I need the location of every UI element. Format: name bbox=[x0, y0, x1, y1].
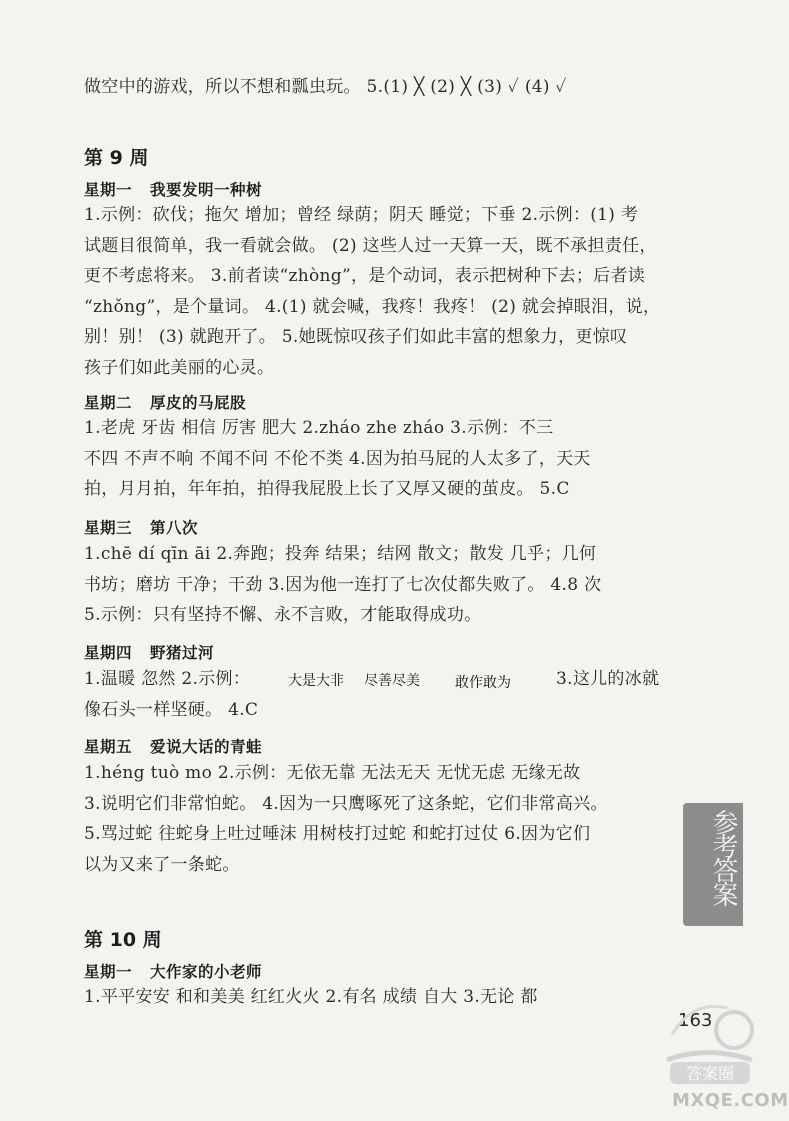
text-line: 像石头一样坚硬。 4.C bbox=[84, 699, 259, 720]
text-line: 1.示例：砍伐；拖欠 增加；曾经 绿荫；阴天 睡觉；下垂 2.示例：(1) 考 bbox=[84, 205, 639, 225]
day-label: 星期三 bbox=[84, 519, 133, 537]
text-line: 孩子们如此美丽的心灵。 bbox=[84, 357, 275, 378]
day-label: 星期二 bbox=[84, 394, 133, 412]
lesson-title: 厚皮的马屁股 bbox=[150, 394, 247, 412]
watermark-logo-icon bbox=[652, 990, 762, 1090]
filled-answer-3: 敢作敢为 bbox=[451, 672, 515, 692]
text-line: 1.老虎 牙齿 相信 厉害 肥大 2.zháo zhe zháo 3.示例：不三 bbox=[84, 418, 554, 438]
week-9-heading: 第 9 周 bbox=[84, 147, 149, 169]
week-9-friday-heading bbox=[84, 735, 262, 757]
text-line: “zhǒng”，是个量词。 4.(1) 就会喊，我疼！我疼！ (2) 就会掉眼泪，说， bbox=[84, 296, 661, 317]
tab-label: 参考答案 bbox=[708, 809, 738, 905]
text-line: 1.温暖 忽然 2.示例： bbox=[84, 669, 251, 689]
text-line: 别！别！ (3) 就跑开了。 5.她既惊叹孩子们如此丰富的想象力，更惊叹 bbox=[84, 327, 628, 348]
text-line: 不四 不声不响 不闻不问 不伦不类 4.因为拍马屁的人太多了，天天 bbox=[84, 448, 591, 469]
filled-answer-2: 尽善尽美 bbox=[360, 670, 424, 690]
text-line-tail: 3.这儿的冰就 bbox=[556, 669, 660, 689]
lesson-title: 野猪过河 bbox=[150, 644, 215, 662]
text-line: 1.chē dí qīn āi 2.奔跑；投奔 结果；结网 散文；散发 几乎；几何 bbox=[84, 544, 597, 564]
text-line: 5.骂过蛇 往蛇身上吐过唾沫 用树枝打过蛇 和蛇打过仗 6.因为它们 bbox=[84, 824, 591, 845]
lesson-title: 爱说大话的青蛙 bbox=[150, 738, 263, 756]
day-label: 星期一 bbox=[84, 963, 133, 981]
text-line: 更不考虑将来。 3.前者读“zhòng”，是个动词，表示把树种下去；后者读 bbox=[84, 266, 646, 287]
text-line: 1.héng tuò mo 2.示例：无依无靠 无法无天 无忧无虑 无缘无故 bbox=[84, 763, 581, 783]
day-label: 星期五 bbox=[84, 738, 133, 756]
text-line: 5.示例：只有坚持不懈、永不言败，才能取得成功。 bbox=[84, 605, 482, 626]
week-9-friday-answers bbox=[84, 758, 674, 880]
text-line: 书坊；磨坊 干净；干劲 3.因为他一连打了七次仗都失败了。 4.8 次 bbox=[84, 574, 602, 595]
week-10-monday-answers bbox=[84, 982, 674, 1013]
filled-answer-1: 大是大非 bbox=[284, 670, 348, 690]
text-line: 以为又来了一条蛇。 bbox=[84, 854, 240, 875]
watermark-logo-text: 答案圈 bbox=[685, 1064, 735, 1083]
lesson-title: 第八次 bbox=[150, 519, 199, 537]
top-continuation bbox=[84, 72, 674, 103]
week-9-tuesday-heading bbox=[84, 391, 246, 413]
week-9-tuesday-answers bbox=[84, 413, 674, 505]
lesson-title: 我要发明一种树 bbox=[150, 181, 263, 199]
week-9-wednesday-heading bbox=[84, 516, 198, 538]
text-line: 试题目很简单，我一看就会做。 (2) 这些人过一天算一天，既不承担责任， bbox=[84, 235, 657, 256]
day-label: 星期四 bbox=[84, 644, 133, 662]
lesson-title: 大作家的小老师 bbox=[150, 963, 263, 981]
page-number: 163 bbox=[678, 1010, 713, 1031]
text-line: 1.平平安安 和和美美 红红火火 2.有名 成绩 自大 3.无论 都 bbox=[84, 987, 538, 1007]
week-10-monday-heading bbox=[84, 960, 262, 982]
week-10-heading: 第 10 周 bbox=[84, 929, 162, 951]
week-9-monday-heading bbox=[84, 178, 262, 200]
text-line: 3.说明它们非常怕蛇。 4.因为一只鹰啄死了这条蛇，它们非常高兴。 bbox=[84, 793, 608, 814]
day-label: 星期一 bbox=[84, 181, 133, 199]
text-line: 做空中的游戏，所以不想和瓢虫玩。 5.(1) ╳ (2) ╳ (3) ✓ (4) ✓ bbox=[84, 77, 567, 97]
week-9-thursday-heading bbox=[84, 641, 214, 663]
week-9-monday-answers bbox=[84, 200, 674, 384]
text-line: 拍，月月拍，年年拍，拍得我屁股上长了又厚又硬的茧皮。 5.C bbox=[84, 479, 570, 500]
watermark-site: MXQE.COM bbox=[672, 1090, 789, 1111]
week-9-wednesday-answers bbox=[84, 539, 674, 631]
reference-answers-tab bbox=[683, 803, 743, 926]
